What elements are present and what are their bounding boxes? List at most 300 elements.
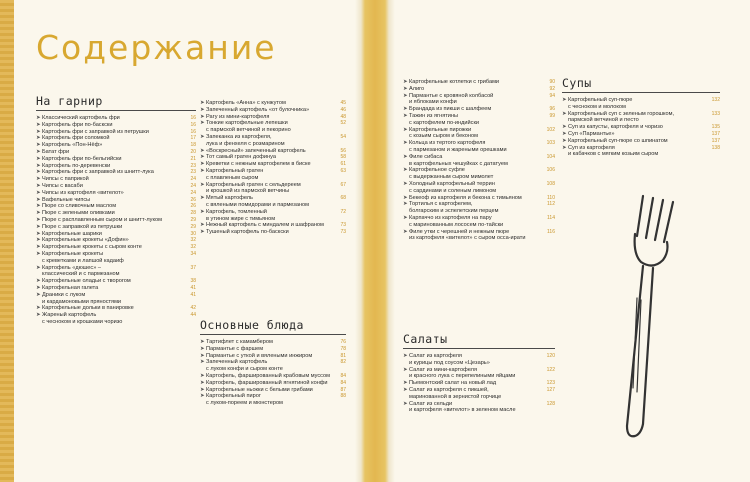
toc-entry-title: Картофель фри по-бельгийски [42, 155, 122, 162]
toc-entry[interactable] [403, 154, 555, 168]
toc-entry[interactable] [562, 138, 720, 145]
toc-entry-title: Филе сибаса в картофельных чешуйках с дататуем [409, 153, 508, 167]
toc-entry[interactable] [200, 195, 346, 209]
toc-entry-page: 82 [340, 359, 346, 366]
arrow-bullet-icon: ➤ [403, 386, 408, 393]
arrow-bullet-icon: ➤ [36, 284, 41, 291]
toc-entry[interactable] [36, 183, 196, 190]
toc-entry-page: 94 [549, 92, 555, 99]
arrow-bullet-icon: ➤ [200, 345, 205, 352]
arrow-bullet-icon: ➤ [36, 176, 41, 183]
arrow-bullet-icon: ➤ [36, 135, 41, 142]
arrow-bullet-icon: ➤ [36, 244, 41, 251]
toc-entry[interactable] [36, 217, 196, 224]
arrow-bullet-icon: ➤ [403, 214, 408, 221]
toc-entry[interactable] [36, 312, 196, 326]
arrow-bullet-icon: ➤ [36, 223, 41, 230]
toc-entry[interactable] [36, 115, 196, 122]
toc-entry-page: 106 [546, 167, 555, 174]
toc-entry-title: Картофельный суп с зеленым горошком, пармской ветчиной и песто [568, 110, 675, 124]
toc-entry-page: 78 [340, 345, 346, 352]
toc-entry-page: 46 [340, 106, 346, 113]
arrow-bullet-icon: ➤ [200, 229, 205, 236]
toc-entry-page: 58 [340, 154, 346, 161]
arrow-bullet-icon: ➤ [403, 353, 408, 359]
arrow-bullet-icon: ➤ [403, 167, 408, 174]
arrow-bullet-icon: ➤ [200, 195, 205, 202]
toc-entry-title: Классический картофель фри [42, 115, 120, 121]
arrow-bullet-icon: ➤ [200, 120, 205, 127]
toc-entry-page: 29 [190, 223, 196, 230]
toc-entry-title: Холодный картофельный террин с сардинами и соленым лимоном [409, 180, 497, 194]
section-main-dishes [200, 318, 346, 407]
arrow-bullet-icon: ➤ [200, 379, 205, 386]
toc-entry-title: Картофельная галета [42, 284, 99, 291]
toc-entry-title: Картофельные пирожки с козьим сыром и беконом [409, 126, 478, 140]
toc-entry[interactable] [36, 142, 196, 149]
toc-entry-page: 99 [549, 112, 555, 119]
toc-entry[interactable] [403, 387, 555, 401]
toc-entry-title: Картофельные дольки в панировке [42, 305, 134, 312]
arrow-bullet-icon: ➤ [403, 201, 408, 208]
arrow-bullet-icon: ➤ [200, 147, 205, 154]
toc-entry-title: Картофель «Пон-Нёф» [42, 142, 103, 149]
toc-entry-page: 135 [711, 124, 720, 131]
section-main-dishes-continued [403, 79, 555, 242]
toc-entry-page: 63 [340, 167, 346, 174]
arrow-bullet-icon: ➤ [36, 216, 41, 223]
toc-entry-page: 29 [190, 216, 196, 223]
toc-entry-title: Чипсы с паприкой [42, 176, 89, 183]
arrow-bullet-icon: ➤ [36, 121, 41, 128]
toc-entry-title: Брандада из пикши с шалфеем [409, 106, 492, 113]
arrow-bullet-icon: ➤ [403, 194, 408, 201]
fork-illustration [613, 188, 681, 448]
toc-entry[interactable] [403, 195, 555, 202]
toc-entry-page: 84 [340, 379, 346, 386]
arrow-bullet-icon: ➤ [403, 180, 408, 187]
toc-entry-title: Пармантье с уткой и вялеными инжиром [206, 352, 313, 359]
toc-entry-title: Алиго [409, 85, 425, 92]
toc-entry-title: Тартифлет с камамбером [206, 339, 273, 345]
toc-entry-page: 123 [546, 380, 555, 387]
toc-entry[interactable] [36, 265, 196, 279]
toc-entry-page: 137 [711, 130, 720, 137]
toc-entry-title: Тортилья с картофелем, болгарским и эспелетским перцем [409, 201, 499, 215]
toc-entry-title: Картофель фри по-баскски [42, 121, 113, 128]
arrow-bullet-icon: ➤ [562, 124, 567, 131]
arrow-bullet-icon: ➤ [200, 100, 205, 106]
arrow-bullet-icon: ➤ [403, 153, 408, 160]
toc-entry-page: 61 [340, 161, 346, 168]
toc-entry[interactable] [403, 215, 555, 229]
toc-entry[interactable] [200, 346, 346, 353]
toc-entry-title: Пюре с расплавленным сыром и шнитт-луком [42, 216, 162, 223]
toc-entry-page: 102 [546, 126, 555, 133]
toc-entry-page: 34 [190, 250, 196, 257]
toc-entry[interactable] [36, 278, 196, 285]
toc-entry[interactable] [36, 224, 196, 231]
toc-entry-title: Картофельные крокеты с сыром конте [42, 244, 142, 251]
toc-entry[interactable] [562, 97, 720, 111]
toc-entry-page: 133 [711, 110, 720, 117]
toc-entry[interactable] [403, 140, 555, 154]
arrow-bullet-icon: ➤ [36, 169, 41, 176]
toc-entry-page: 81 [340, 352, 346, 359]
toc-entry-title: Картофельный гратен с плавленым сыром [206, 167, 264, 181]
toc-entry-title: Тажин из ягнятины с картофелем по-индийски [409, 112, 480, 126]
toc-entry-title: Картофель, фаршированный крабовым муссом [206, 372, 330, 379]
toc-entry[interactable] [36, 292, 196, 306]
toc-entry-title: Пюре с зелеными оливками [42, 210, 115, 217]
toc-entry-page: 87 [340, 386, 346, 393]
toc-entry[interactable] [200, 134, 346, 148]
arrow-bullet-icon: ➤ [36, 203, 41, 210]
toc-entry-page: 42 [190, 305, 196, 312]
toc-entry[interactable] [403, 353, 555, 367]
toc-entry[interactable] [403, 113, 555, 127]
arrow-bullet-icon: ➤ [36, 305, 41, 312]
toc-entry-title: Мятый картофель с вялеными помидорами и пармезаном [206, 195, 310, 208]
toc-entry-page: 16 [190, 115, 196, 121]
arrow-bullet-icon: ➤ [36, 264, 41, 271]
arrow-bullet-icon: ➤ [36, 148, 41, 155]
toc-entry[interactable] [562, 131, 720, 138]
arrow-bullet-icon: ➤ [200, 181, 205, 188]
toc-entry[interactable] [562, 111, 720, 125]
arrow-bullet-icon: ➤ [36, 115, 41, 121]
toc-entry-title: Кольца из тертого картофеля с пармезаном и жареными орешками [409, 140, 507, 153]
toc-entry[interactable] [36, 149, 196, 156]
arrow-bullet-icon: ➤ [403, 112, 408, 119]
arrow-bullet-icon: ➤ [562, 110, 567, 117]
toc-entry-page: 128 [546, 400, 555, 407]
toc-entry-page: 38 [190, 278, 196, 285]
toc-entry-page: 23 [190, 162, 196, 169]
toc-entry-page: 122 [546, 366, 555, 373]
toc-entry-title: Салат из картофеля с пикшей, маринованной в зернистой горчице [409, 386, 502, 400]
toc-entry-title: Запеканка из картофеля, лука и фенхеля с розмарином [206, 133, 285, 147]
arrow-bullet-icon: ➤ [36, 142, 41, 149]
toc-entry[interactable] [200, 229, 346, 236]
toc-entry[interactable] [403, 127, 555, 141]
arrow-bullet-icon: ➤ [36, 230, 41, 237]
arrow-bullet-icon: ➤ [200, 106, 205, 113]
arrow-bullet-icon: ➤ [36, 237, 41, 244]
book-gutter [355, 0, 395, 482]
arrow-bullet-icon: ➤ [36, 250, 41, 257]
toc-entry[interactable] [200, 154, 346, 161]
arrow-bullet-icon: ➤ [200, 208, 205, 215]
toc-entry[interactable] [36, 237, 196, 244]
toc-entry[interactable] [403, 181, 555, 195]
toc-entry-title: Тонкие картофельные лепешки с пармской ветчиной и пекорино [206, 120, 291, 134]
toc-entry-title: Картофель по-деревенски [42, 162, 111, 169]
toc-entry-page: 72 [340, 208, 346, 215]
toc-entry-page: 54 [340, 133, 346, 140]
toc-entry[interactable] [403, 201, 555, 215]
toc-entry[interactable] [200, 373, 346, 380]
toc-entry-title: Картофельное суфле с выдержанным сыром мимолет [409, 167, 494, 181]
section-garnir-continued [200, 100, 346, 236]
toc-entry-title: Нежный картофель с миндалем и шафраном [206, 222, 324, 229]
toc-entry[interactable] [36, 122, 196, 129]
toc-entry[interactable] [36, 190, 196, 197]
toc-entry-title: Картофельный гратен с сельдереем и крошкой из пармской ветчины [206, 181, 301, 195]
toc-entry-page: 68 [340, 195, 346, 202]
toc-entry-title: Суп из картофеля и кабачков с мягким козьим сыром [568, 144, 659, 158]
toc-entry-title: Пармантье с фаршем [206, 345, 264, 352]
toc-entry-page: 21 [190, 155, 196, 162]
toc-entry-title: Суп «Пармантье» [568, 130, 615, 137]
arrow-bullet-icon: ➤ [200, 386, 205, 393]
arrow-bullet-icon: ➤ [36, 182, 41, 189]
toc-entry-title: Картофельные крокеты «Дофин» [42, 237, 129, 244]
arrow-bullet-icon: ➤ [562, 97, 567, 103]
toc-entry[interactable] [403, 79, 555, 86]
toc-entry-page: 137 [711, 137, 720, 144]
toc-entry-page: 103 [546, 140, 555, 147]
toc-entry[interactable] [36, 251, 196, 265]
arrow-bullet-icon: ➤ [562, 137, 567, 144]
arrow-bullet-icon: ➤ [200, 352, 205, 359]
toc-entry-title: Салат из мини-картофеля и красного лука с перепелиными яйцами [409, 366, 516, 380]
toc-entry-page: 56 [340, 147, 346, 154]
toc-entry[interactable] [200, 339, 346, 346]
arrow-bullet-icon: ➤ [403, 85, 408, 92]
toc-entry[interactable] [403, 106, 555, 113]
toc-entry-page: 45 [340, 100, 346, 106]
arrow-bullet-icon: ➤ [403, 228, 408, 235]
toc-entry[interactable] [200, 168, 346, 182]
toc-entry-page: 112 [547, 201, 555, 208]
toc-entry-title: Карпаччо из картофеля на пару с маринованным лососем по-тайски [409, 214, 504, 228]
toc-entry[interactable] [403, 380, 555, 387]
arrow-bullet-icon: ➤ [403, 400, 408, 407]
toc-entry[interactable] [36, 231, 196, 238]
toc-entry[interactable] [200, 182, 346, 196]
toc-entry[interactable] [403, 401, 555, 415]
toc-entry-title: Жареный картофель с чесноком и крошками чоризо [42, 312, 123, 325]
arrow-bullet-icon: ➤ [403, 79, 408, 85]
arrow-bullet-icon: ➤ [200, 359, 205, 366]
section-title: Супы [562, 76, 720, 93]
toc-entry-page: 48 [340, 113, 346, 120]
toc-entry[interactable] [200, 380, 346, 387]
toc-entry[interactable] [562, 145, 720, 159]
toc-entry-title: Картофельные ньокки с белыми грибами [206, 386, 313, 393]
toc-entry-title: Картофельный суп-пюре со шпинатом [568, 137, 668, 144]
toc-entry-title: Картофельный пирог с луком-пореем и мюнстером [206, 393, 283, 407]
toc-entry[interactable] [403, 229, 555, 243]
section-garnir [36, 94, 196, 326]
toc-entry[interactable] [36, 203, 196, 210]
toc-entry[interactable] [403, 367, 555, 381]
toc-entry-title: Картофель, томленный в утином жире с тимьяном [206, 208, 276, 222]
section-salads [403, 332, 555, 414]
toc-entry-title: Рагу из мини-картофеля [206, 113, 270, 120]
toc-entry-page: 127 [546, 386, 555, 393]
toc-entry-page: 90 [549, 79, 555, 85]
arrow-bullet-icon: ➤ [36, 162, 41, 169]
toc-entry[interactable] [36, 244, 196, 251]
toc-entry-page: 26 [190, 196, 196, 203]
toc-entry[interactable] [200, 107, 346, 114]
arrow-bullet-icon: ➤ [200, 339, 205, 345]
left-edge-stripe [0, 0, 14, 482]
toc-entry-title: Суп из капусты, картофеля и чоризо [568, 124, 663, 131]
toc-entry[interactable] [36, 210, 196, 217]
section-soups [562, 76, 720, 158]
toc-entry-title: Пюре со сливочным маслом [42, 203, 117, 210]
toc-entry-title: Картофельный суп-пюре с чесноком и молоком [568, 97, 633, 110]
arrow-bullet-icon: ➤ [36, 312, 41, 319]
toc-entry-page: 32 [190, 244, 196, 251]
left-page [14, 0, 355, 482]
toc-entry-page: 84 [340, 372, 346, 379]
toc-entry-title: Филе утки с черешней и нежным пюре из картофеля «вителот» с сыром осса-ирати [409, 228, 526, 242]
toc-entry-page: 24 [190, 176, 196, 183]
toc-entry-page: 18 [190, 142, 196, 149]
toc-entry-page: 108 [546, 180, 555, 187]
toc-entry-page: 37 [190, 264, 196, 271]
arrow-bullet-icon: ➤ [403, 92, 408, 99]
arrow-bullet-icon: ➤ [562, 144, 567, 151]
toc-entry-page: 41 [190, 284, 196, 291]
toc-entry-title: Драники с луком и кардамоновыми пряностями [42, 291, 122, 305]
toc-entry-title: Картофель фри соломкой [42, 135, 110, 142]
toc-entry-title: Картофельные шарики [42, 230, 102, 237]
toc-entry[interactable] [403, 167, 555, 181]
toc-entry-title: Вафельные чипсы [42, 196, 91, 203]
toc-entry[interactable] [36, 197, 196, 204]
toc-entry-page: 132 [711, 97, 720, 103]
toc-entry[interactable] [200, 161, 346, 168]
toc-entry-page: 16 [190, 128, 196, 135]
toc-entry-page: 32 [190, 237, 196, 244]
toc-entry[interactable] [36, 135, 196, 142]
arrow-bullet-icon: ➤ [36, 196, 41, 203]
arrow-bullet-icon: ➤ [403, 380, 408, 387]
toc-entry-title: Салат из картофеля и курицы под соусом «Цезарь» [409, 353, 490, 366]
arrow-bullet-icon: ➤ [200, 154, 205, 161]
arrow-bullet-icon: ➤ [36, 189, 41, 196]
toc-entry-title: Чипсы с васаби [42, 182, 83, 189]
toc-entry-title: Пармантье с кровяной колбасой и яблоками конфи [409, 92, 494, 106]
toc-entry-title: Пьемонтский салат на новый лад [409, 380, 497, 387]
arrow-bullet-icon: ➤ [200, 393, 205, 400]
toc-entry-page: 44 [190, 312, 196, 319]
toc-entry-page: 24 [190, 182, 196, 189]
toc-entry-page: 67 [340, 181, 346, 188]
right-page [395, 0, 750, 482]
arrow-bullet-icon: ➤ [200, 161, 205, 168]
toc-entry-page: 52 [340, 120, 346, 127]
section-title: На гарнир [36, 94, 196, 111]
arrow-bullet-icon: ➤ [403, 140, 408, 147]
toc-entry-title: Запеченный картофель с луком конфи и сыром конте [206, 359, 283, 373]
toc-entry-page: 76 [340, 339, 346, 345]
toc-entry-page: 120 [546, 353, 555, 359]
toc-entry-page: 138 [711, 144, 720, 151]
arrow-bullet-icon: ➤ [200, 222, 205, 229]
toc-entry-title: «Воскресный» запеченный картофель [206, 147, 306, 154]
toc-entry-title: Батат фри [42, 148, 70, 155]
toc-entry-title: Картофель «дюшес» – классический и с пармезаном [42, 264, 120, 278]
toc-entry-title: Картофель фри с заправкой из петрушки [42, 128, 149, 135]
toc-entry-page: 116 [547, 228, 555, 235]
arrow-bullet-icon: ➤ [200, 133, 205, 140]
arrow-bullet-icon: ➤ [403, 366, 408, 373]
toc-entry-page: 73 [340, 229, 346, 236]
toc-entry[interactable] [200, 209, 346, 223]
toc-entry-page: 26 [190, 203, 196, 210]
toc-entry-title: Салат из сельди и картофеля «вителот» в зеленом масле [409, 400, 516, 414]
toc-entry-title: Картофельные оладьи с творогом [42, 278, 131, 285]
arrow-bullet-icon: ➤ [562, 130, 567, 137]
toc-entry-title: Картофель «Анна» с кунжутом [206, 100, 286, 106]
toc-entry-title: Картофельные крокеты с креветками и лапшой кадаиф [42, 250, 124, 264]
toc-entry-title: Пюре с заправкой из петрушки [42, 223, 123, 230]
toc-entry[interactable] [200, 393, 346, 407]
toc-entry-page: 23 [190, 169, 196, 176]
toc-entry-page: 41 [190, 291, 196, 298]
arrow-bullet-icon: ➤ [403, 106, 408, 113]
toc-entry-title: Картофель фри с заправкой из шнитт-лука [42, 169, 154, 176]
arrow-bullet-icon: ➤ [36, 155, 41, 162]
toc-entry-page: 30 [190, 230, 196, 237]
toc-entry-title: Запеченный картофель «от булочника» [206, 106, 310, 113]
toc-entry-title: Картофель, фаршированный ягнятиной конфи [206, 379, 328, 386]
toc-entry-page: 16 [190, 121, 196, 128]
arrow-bullet-icon: ➤ [403, 126, 408, 133]
toc-entry-title: Чипсы из картофеля «вителот» [42, 189, 124, 196]
toc-entry-page: 110 [547, 194, 555, 201]
toc-entry-page: 17 [190, 135, 196, 142]
toc-entry-page: 104 [546, 153, 555, 160]
toc-entry-title: Бекеоф из картофеля и бекона с тимьяном [409, 194, 522, 201]
toc-entry[interactable] [562, 124, 720, 131]
arrow-bullet-icon: ➤ [36, 291, 41, 298]
toc-entry[interactable] [200, 359, 346, 373]
toc-entry-page: 96 [549, 106, 555, 113]
arrow-bullet-icon: ➤ [36, 278, 41, 285]
toc-entry[interactable] [36, 156, 196, 163]
toc-entry-page: 92 [549, 85, 555, 92]
section-title: Основные блюда [200, 318, 346, 335]
toc-entry[interactable] [36, 285, 196, 292]
toc-entry-title: Тушеный картофель по-баскски [206, 229, 289, 236]
arrow-bullet-icon: ➤ [36, 210, 41, 217]
toc-entry[interactable] [403, 93, 555, 107]
toc-entry-title: Тот самый гратен дофинуа [206, 154, 276, 161]
toc-entry[interactable] [403, 86, 555, 93]
section-title: Салаты [403, 332, 555, 349]
toc-entry[interactable] [200, 100, 346, 107]
arrow-bullet-icon: ➤ [200, 372, 205, 379]
arrow-bullet-icon: ➤ [200, 113, 205, 120]
toc-entry-page: 28 [190, 210, 196, 217]
toc-entry-title: Креветки с нежным картофелем в биске [206, 161, 311, 168]
toc-entry-page: 24 [190, 189, 196, 196]
toc-entry[interactable] [36, 176, 196, 183]
arrow-bullet-icon: ➤ [36, 128, 41, 135]
toc-entry-page: 20 [190, 148, 196, 155]
toc-entry-page: 114 [547, 214, 555, 221]
arrow-bullet-icon: ➤ [200, 167, 205, 174]
toc-entry[interactable] [200, 120, 346, 134]
toc-entry[interactable] [200, 114, 346, 121]
